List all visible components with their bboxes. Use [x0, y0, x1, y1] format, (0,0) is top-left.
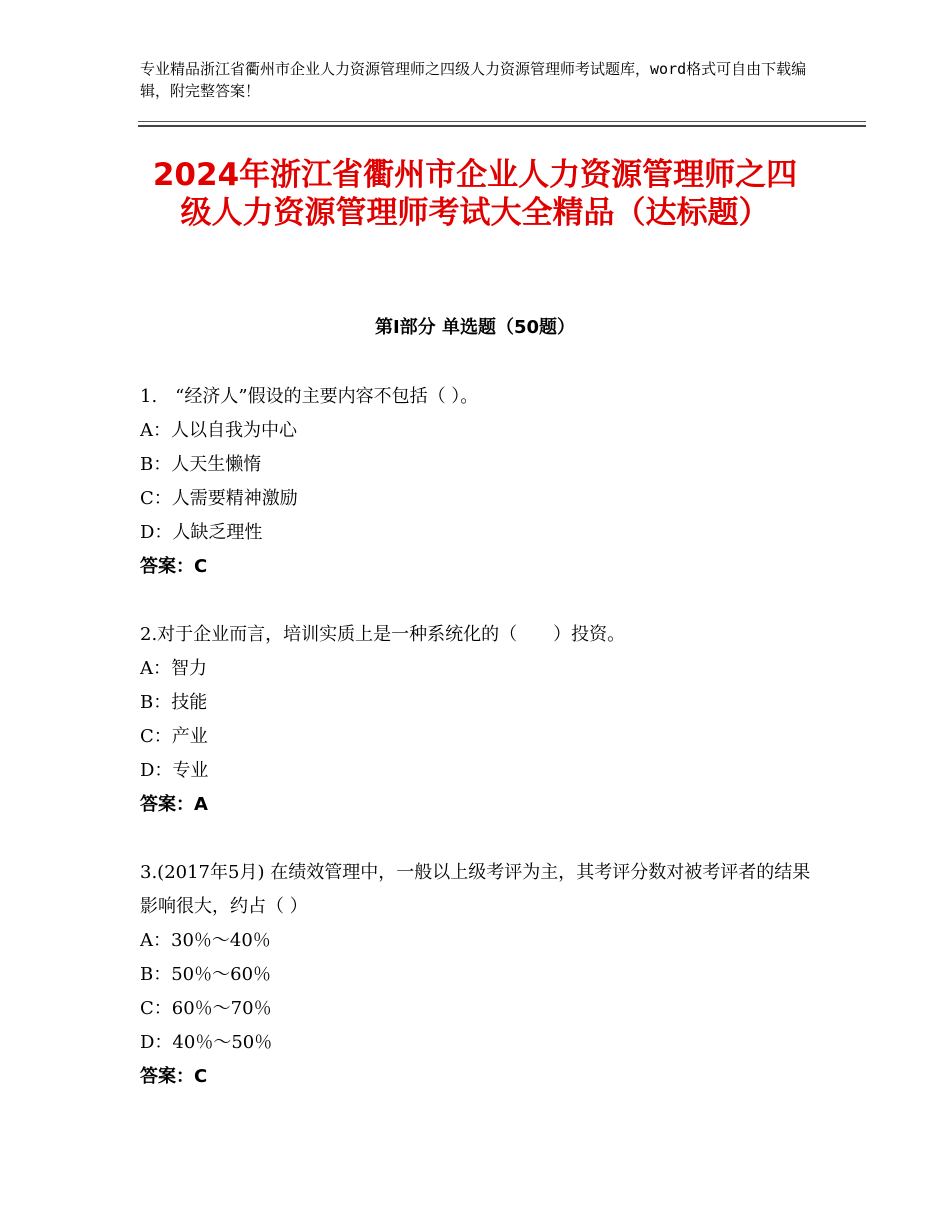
document-title: 2024年浙江省衢州市企业人力资源管理师之四级人力资源管理师考试大全精品（达标题）	[152, 157, 798, 231]
answer: 答案：A	[140, 794, 208, 815]
option-c: C：人需要精神激励	[140, 488, 298, 509]
question-text: 1. “经济人”假设的主要内容不包括（ ）。	[140, 386, 479, 407]
question-3	[140, 856, 820, 1094]
question-text: 2.对于企业而言，培训实质上是一种系统化的（ ）投资。	[140, 624, 626, 645]
answer: 答案：C	[140, 556, 208, 577]
question-1	[140, 380, 820, 584]
option-c: C：产业	[140, 726, 208, 747]
option-d: D：人缺乏理性	[140, 522, 263, 543]
answer: 答案：C	[140, 1066, 208, 1087]
header-divider-thick	[138, 125, 866, 127]
question-text: 3.(2017年5月) 在绩效管理中，一般以上级考评为主，其考评分数对被考评者的结果影响很大，约占（ ）	[140, 862, 811, 917]
section-heading: 第Ⅰ部分 单选题（50题）	[374, 317, 575, 338]
question-2	[140, 618, 820, 822]
option-a: A：智力	[140, 658, 207, 679]
option-b: B：人天生懒惰	[140, 454, 262, 475]
option-a: A：人以自我为中心	[140, 420, 297, 441]
option-d: D：40％～50％	[140, 1032, 273, 1053]
option-c: C：60％～70％	[140, 998, 272, 1019]
option-a: A：30％～40％	[140, 930, 271, 951]
header-divider-thin	[138, 121, 866, 122]
option-b: B：技能	[140, 692, 208, 713]
option-b: B：50％～60％	[140, 964, 272, 985]
option-d: D：专业	[140, 760, 209, 781]
header-note: 专业精品浙江省衢州市企业人力资源管理师之四级人力资源管理师考试题库，word格式可自由下载编辑，附完整答案！	[140, 60, 807, 100]
